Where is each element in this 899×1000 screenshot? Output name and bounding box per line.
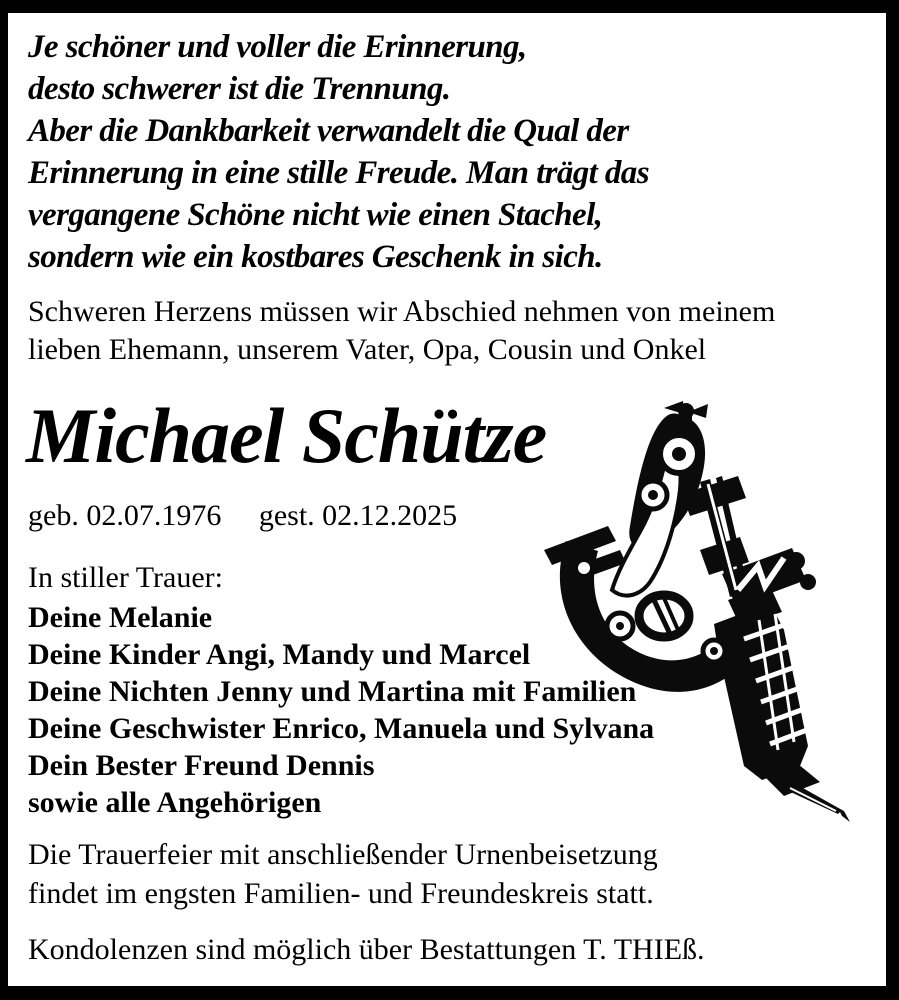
intro-line: Schweren Herzens müssen wir Abschied nehmen von meinem — [28, 295, 776, 328]
condolence-info: Kondolenzen sind möglich über Bestattungen T. THIEß. — [28, 933, 705, 966]
life-dates — [28, 499, 457, 533]
mourner-line: Deine Kinder Angi, Mandy und Marcel — [28, 638, 531, 671]
mourner-line: sowie alle Angehörigen — [28, 786, 322, 819]
mourner-line: Deine Geschwister Enrico, Manuela und Sylvana — [28, 712, 655, 745]
intro-line: lieben Ehemann, unserem Vater, Opa, Cousin und Onkel — [28, 333, 707, 366]
deceased-name: Michael Schütze — [26, 392, 547, 479]
funeral-info — [28, 835, 658, 913]
poem-line: Je schöner und voller die Erinnerung, — [28, 29, 527, 65]
mourning-label: In stiller Trauer: — [28, 561, 223, 594]
poem-line: sondern wie ein kostbares Geschenk in sich. — [28, 239, 603, 275]
intro-text — [28, 293, 775, 369]
memorial-poem — [28, 26, 649, 278]
birth-date: geb. 02.07.1976 — [28, 499, 222, 532]
poem-line: Erinnerung in eine stille Freude. Man trägt das — [28, 155, 649, 191]
funeral-line: findet im engsten Familien- und Freundeskreis statt. — [28, 877, 654, 910]
poem-line: desto schwerer ist die Trennung. — [28, 71, 451, 107]
tattoo-machine-icon — [532, 398, 888, 830]
obituary-paper — [8, 13, 886, 986]
mourner-line: Deine Nichten Jenny und Martina mit Familien — [28, 675, 637, 708]
mourner-line: Deine Melanie — [28, 601, 213, 634]
poem-line: vergangene Schöne nicht wie einen Stachel, — [28, 197, 603, 233]
funeral-line: Die Trauerfeier mit anschließender Urnenbeisetzung — [28, 838, 658, 871]
poem-line: Aber die Dankbarkeit verwandelt die Qual der — [28, 113, 629, 149]
mourner-line: Dein Bester Freund Dennis — [28, 749, 375, 782]
death-date: gest. 02.12.2025 — [258, 499, 458, 532]
